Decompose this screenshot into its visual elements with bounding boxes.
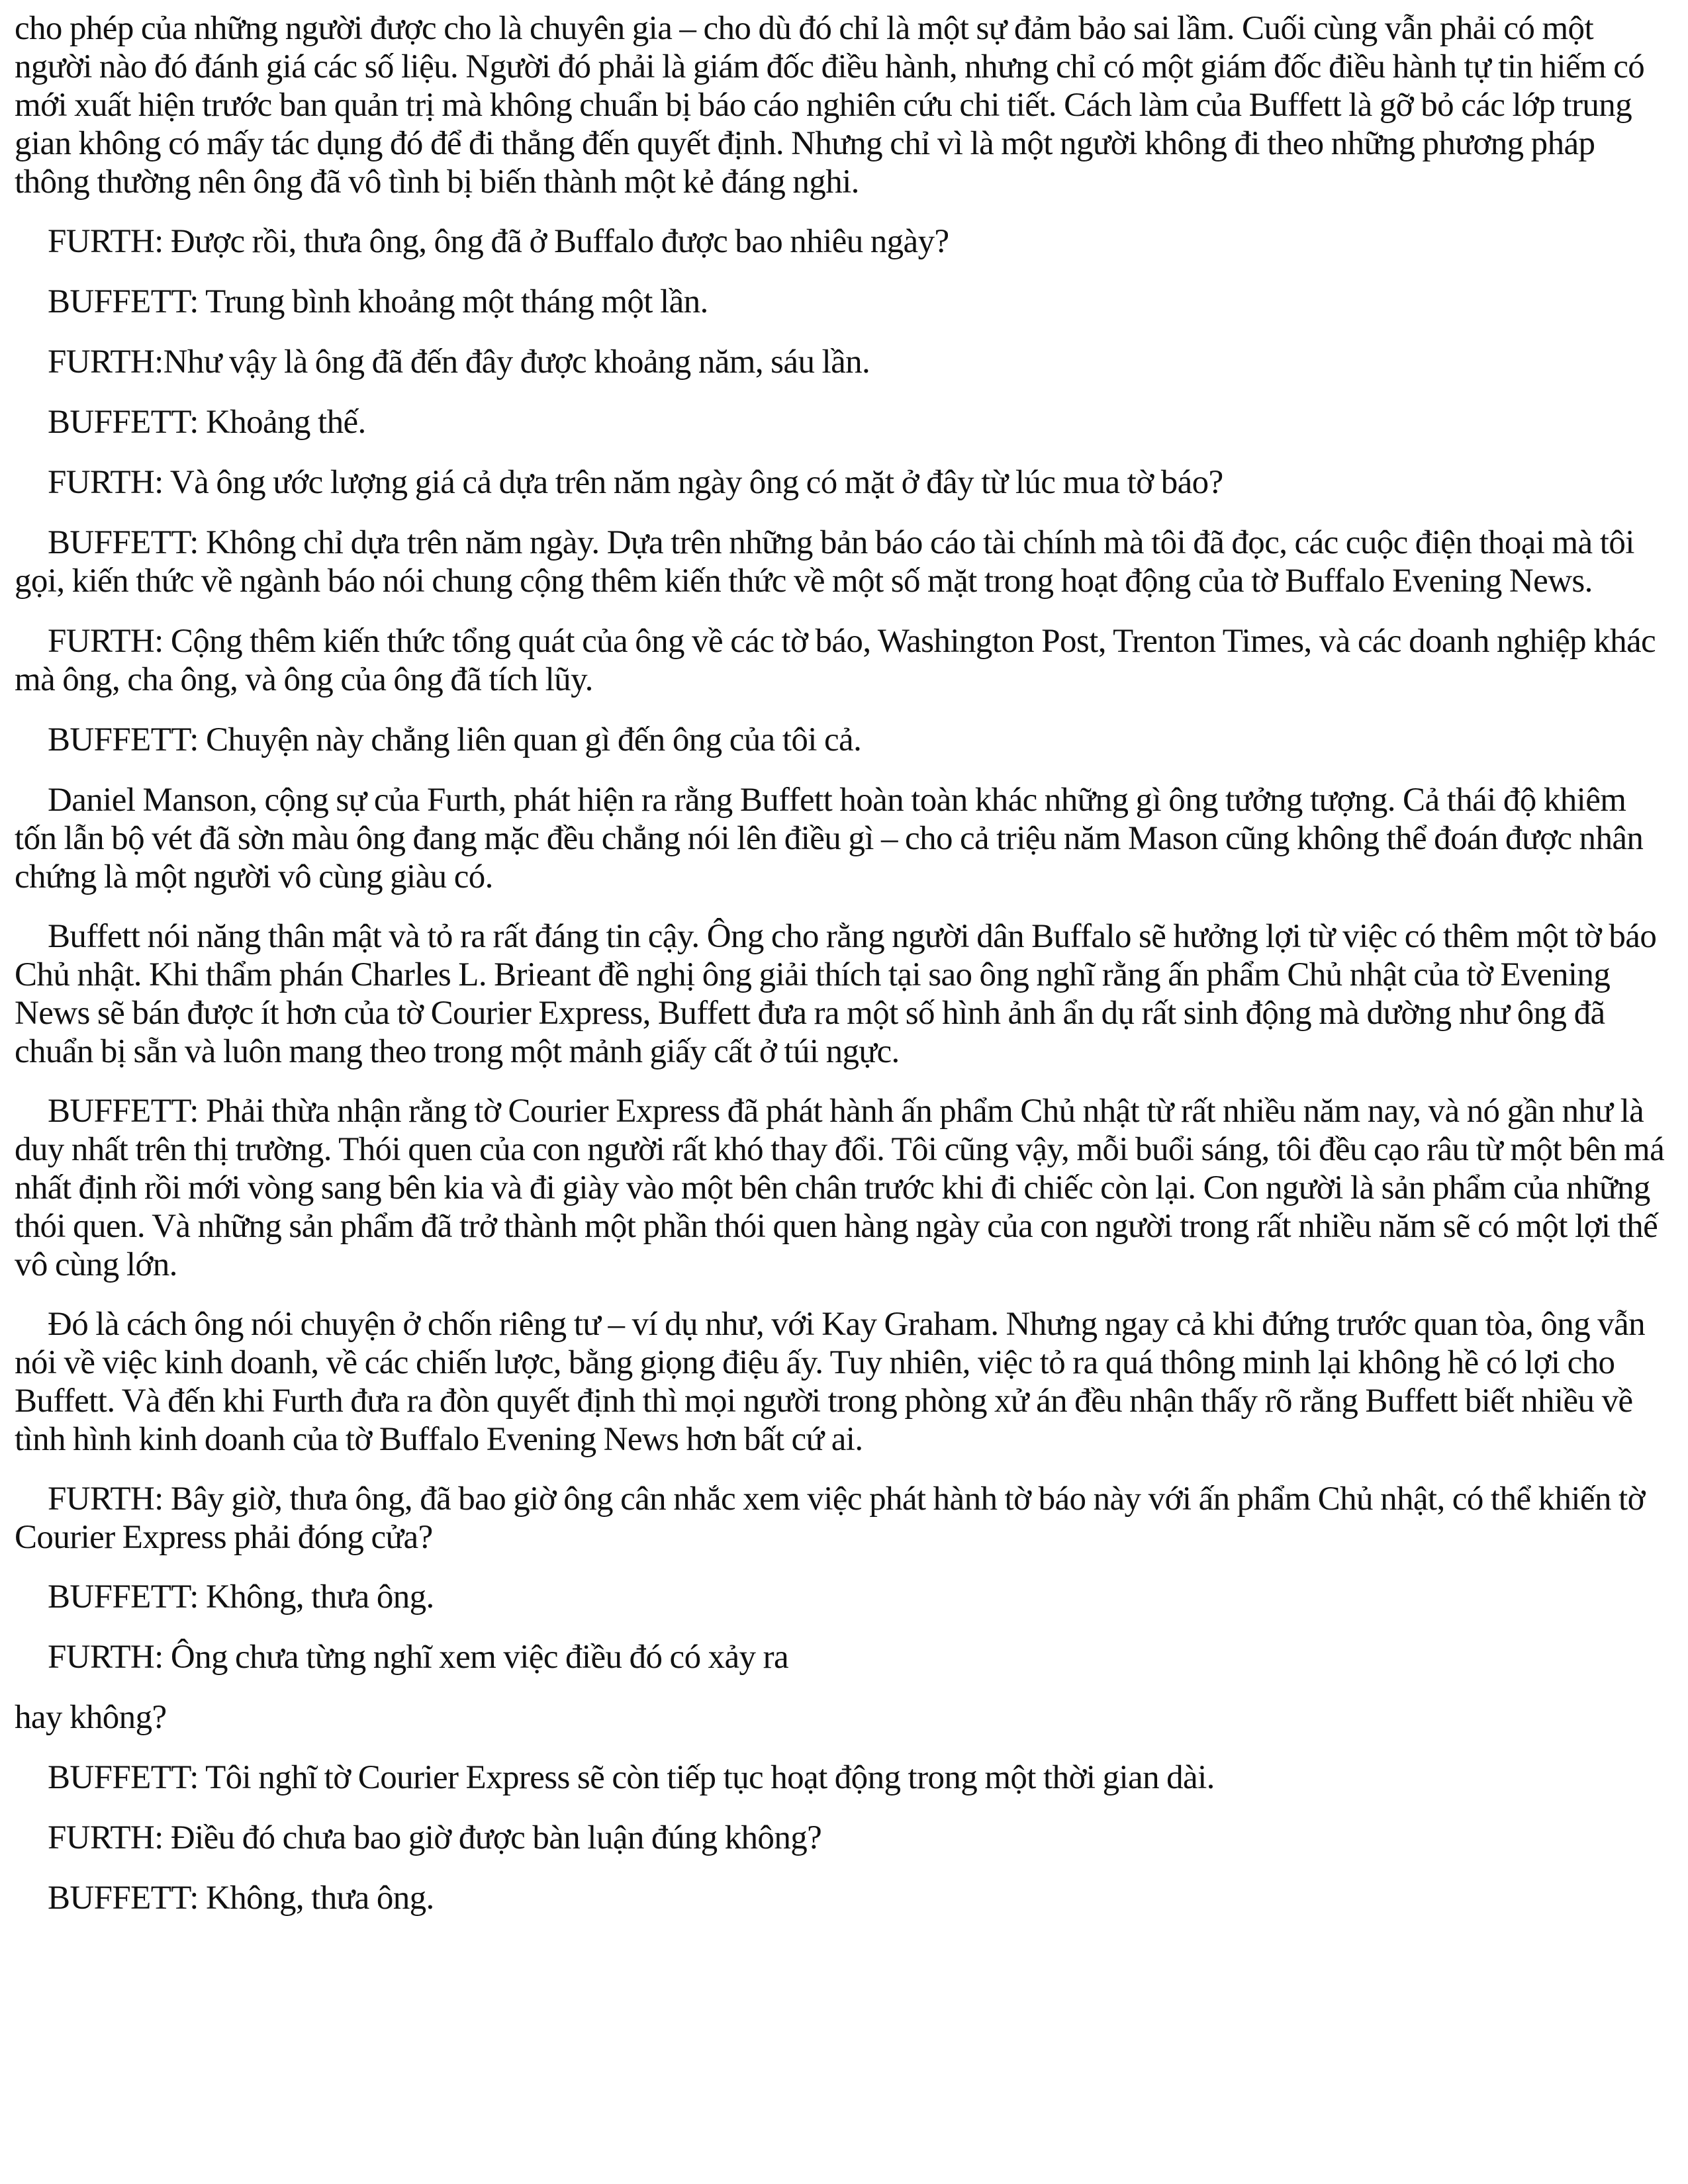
body-paragraph: FURTH: Bây giờ, thưa ông, đã bao giờ ông cân nhắc xem việc phát hành tờ báo này với ấn phẩm Chủ nhật, có thể khiến tờ Courier Express phải đóng cửa? bbox=[15, 1480, 1645, 1556]
dialogue-line: BUFFETT: Không, thưa ông. bbox=[48, 1578, 434, 1615]
dialogue-line: BUFFETT: Tôi nghĩ tờ Courier Express sẽ còn tiếp tục hoạt động trong một thời gian dài. bbox=[48, 1759, 1215, 1796]
dialogue-line: FURTH:Như vậy là ông đã đến đây được khoảng năm, sáu lần. bbox=[48, 343, 870, 381]
dialogue-line: BUFFETT: Trung bình khoảng một tháng một lần. bbox=[48, 283, 708, 320]
body-paragraph: cho phép của những người được cho là chuyên gia – cho dù đó chỉ là một sự đảm bảo sai lầm. Cuối cùng vẫn phải có một người nào đó đánh giá các số liệu. Người đó phải là giám đốc điều hành, nhưng chỉ có một giám đốc điều hành tự tin hiếm có mới xuất hiện trước ban quản trị mà không chuẩn bị báo cáo nghiên cứu chi tiết. Cách làm của Buffett là gỡ bỏ các lớp trung gian không có mấy tác dụng đó để đi thẳng đến quyết định. Nhưng chỉ vì là một người không đi theo những phương pháp thông thường nên ông đã vô tình bị biến thành một kẻ đáng nghi. bbox=[15, 10, 1645, 201]
document-page bbox=[15, 9, 1669, 1939]
dialogue-line: FURTH: Được rồi, thưa ông, ông đã ở Buffalo được bao nhiêu ngày? bbox=[48, 223, 949, 260]
dialogue-line: FURTH: Ông chưa từng nghĩ xem việc điều đó có xảy ra bbox=[48, 1639, 789, 1676]
body-paragraph: BUFFETT: Phải thừa nhận rằng tờ Courier Express đã phát hành ấn phẩm Chủ nhật từ rất nhiều năm nay, và nó gần như là duy nhất trên thị trường. Thói quen của con người rất khó thay đổi. Tôi cũng vậy, mỗi buổi sáng, tôi đều cạo râu từ một bên má nhất định rồi mới vòng sang bên kia và đi giày vào một bên chân trước khi đi chiếc còn lại. Con người là sản phẩm của những thói quen. Và những sản phẩm đã trở thành một phần thói quen hàng ngày của con người trong rất nhiều năm sẽ có một lợi thế vô cùng lớn. bbox=[15, 1093, 1665, 1283]
dialogue-line: FURTH: Và ông ước lượng giá cả dựa trên năm ngày ông có mặt ở đây từ lúc mua tờ báo? bbox=[48, 464, 1223, 501]
body-paragraph: Buffett nói năng thân mật và tỏ ra rất đáng tin cậy. Ông cho rằng người dân Buffalo sẽ hưởng lợi từ việc có thêm một tờ báo Chủ nhật. Khi thẩm phán Charles L. Brieant đề nghị ông giải thích tại sao ông nghĩ rằng ấn phẩm Chủ nhật của tờ Evening News sẽ bán được ít hơn của tờ Courier Express, Buffett đưa ra một số hình ảnh ẩn dụ rất sinh động mà dường như ông đã chuẩn bị sẵn và luôn mang theo trong một mảnh giấy cất ở túi ngực. bbox=[15, 918, 1657, 1070]
dialogue-line: BUFFETT: Khoảng thế. bbox=[48, 404, 366, 441]
dialogue-line: FURTH: Điều đó chưa bao giờ được bàn luận đúng không? bbox=[48, 1819, 822, 1856]
dialogue-line: BUFFETT: Chuyện này chẳng liên quan gì đến ông của tôi cả. bbox=[48, 721, 862, 758]
dialogue-line: FURTH: Cộng thêm kiến thức tổng quát của ông về các tờ báo, Washington Post, Trenton Times, và các doanh nghiệp khác mà ông, cha ông, và ông của ông đã tích lũy. bbox=[15, 623, 1656, 698]
dialogue-line-continuation: hay không? bbox=[15, 1699, 167, 1736]
dialogue-line: BUFFETT: Không, thưa ông. bbox=[48, 1880, 434, 1917]
body-paragraph: Daniel Manson, cộng sự của Furth, phát hiện ra rằng Buffett hoàn toàn khác những gì ông tưởng tượng. Cả thái độ khiêm tốn lẫn bộ vét đã sờn màu ông đang mặc đều chẳng nói lên điều gì – cho cả triệu năm Mason cũng không thể đoán được nhân chứng là một người vô cùng giàu có. bbox=[15, 782, 1644, 895]
dialogue-line: BUFFETT: Không chỉ dựa trên năm ngày. Dựa trên những bản báo cáo tài chính mà tôi đã đọc, các cuộc điện thoại mà tôi gọi, kiến thức về ngành báo nói chung cộng thêm kiến thức về một số mặt trong hoạt động của tờ Buffalo Evening News. bbox=[15, 524, 1634, 600]
body-paragraph: Đó là cách ông nói chuyện ở chốn riêng tư – ví dụ như, với Kay Graham. Nhưng ngay cả khi đứng trước quan tòa, ông vẫn nói về việc kinh doanh, về các chiến lược, bằng giọng điệu ấy. Tuy nhiên, việc tỏ ra quá thông minh lại không hề có lợi cho Buffett. Và đến khi Furth đưa ra đòn quyết định thì mọi người trong phòng xử án đều nhận thấy rõ rằng Buffett biết nhiều về tình hình kinh doanh của tờ Buffalo Evening News hơn bất cứ ai. bbox=[15, 1306, 1646, 1458]
